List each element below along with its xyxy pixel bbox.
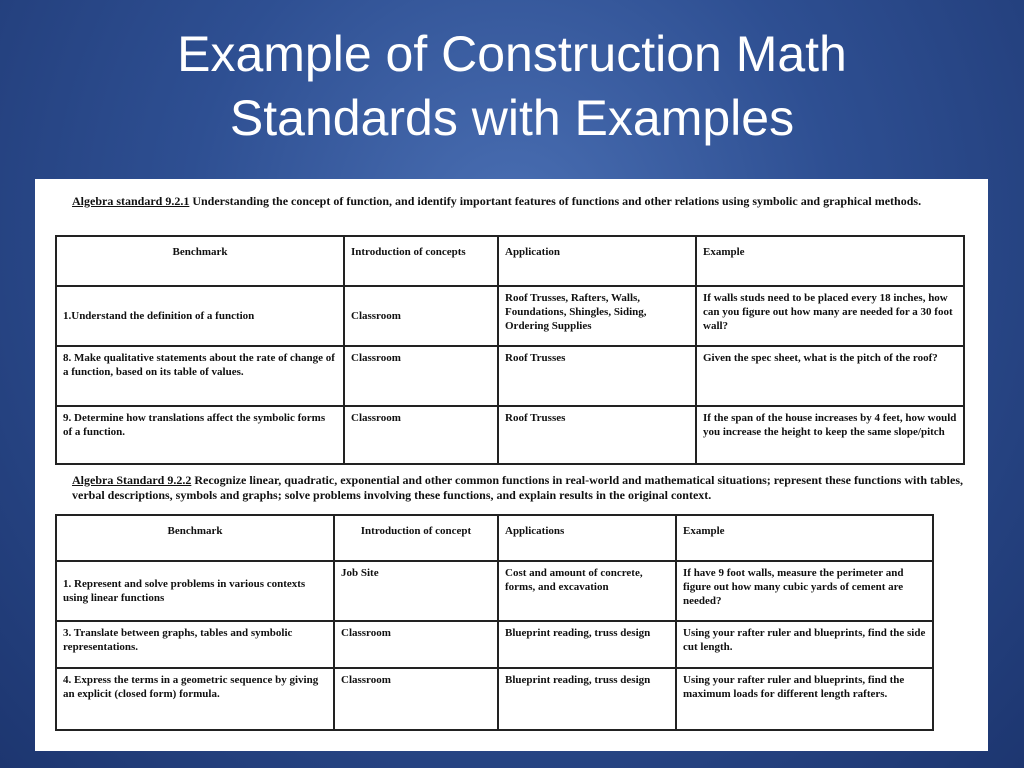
standard-2-text: Recognize linear, quadratic, exponential and other common functions in real-world and mathematical situations; represent these functions with tables, verbal descriptions, symbols and graphs; solve problems involving these functions, and explain results in the original context. [72,473,964,502]
example-cell: Using your rafter ruler and blueprints, find the maximum loads for different length rafters. [676,668,933,730]
column-header-applications: Applications [498,515,676,561]
benchmark-cell: 1. Represent and solve problems in various contexts using linear functions [56,561,334,621]
column-header-example: Example [676,515,933,561]
slide-title-line-1: Example of Construction Math [177,26,847,82]
introduction-cell: Classroom [334,621,498,668]
application-cell: Roof Trusses, Rafters, Walls, Foundations, Shingles, Siding, Ordering Supplies [498,286,696,346]
application-cell: Blueprint reading, truss design [498,668,676,730]
slide-title [0,22,1024,150]
standard-1-text: Understanding the concept of function, and identify important features of functions and other relations using symbolic and graphical methods. [189,194,922,208]
benchmark-cell: 9. Determine how translations affect the symbolic forms of a function. [56,406,344,464]
benchmark-cell: 3. Translate between graphs, tables and symbolic representations. [56,621,334,668]
column-header-benchmark: Benchmark [56,515,334,561]
introduction-cell: Classroom [344,346,498,406]
introduction-cell: Classroom [334,668,498,730]
table-row [56,668,933,730]
introduction-cell: Job Site [334,561,498,621]
benchmark-cell: 4. Express the terms in a geometric sequence by giving an explicit (closed form) formula. [56,668,334,730]
column-header-introduction: Introduction of concepts [344,236,498,286]
example-cell: If walls studs need to be placed every 18 inches, how can you figure out how many are needed for a 30 foot wall? [696,286,964,346]
column-header-example: Example [696,236,964,286]
document-image [35,179,988,751]
standard-2-label: Algebra Standard 9.2.2 [72,473,192,487]
standard-1-description [72,194,952,209]
example-cell: Using your rafter ruler and blueprints, find the side cut length. [676,621,933,668]
standard-1-table [55,235,965,465]
table-row [56,561,933,621]
benchmark-cell: 1.Understand the definition of a function [56,286,344,346]
table-row [56,346,964,406]
application-cell: Roof Trusses [498,346,696,406]
column-header-introduction: Introduction of concept [334,515,498,561]
example-cell: If the span of the house increases by 4 feet, how would you increase the height to keep the same slope/pitch [696,406,964,464]
table-row [56,621,933,668]
application-cell: Roof Trusses [498,406,696,464]
standard-2-table [55,514,934,731]
benchmark-cell: 8. Make qualitative statements about the rate of change of a function, based on its table of values. [56,346,344,406]
standard-1-label: Algebra standard 9.2.1 [72,194,190,208]
table-header-row [56,236,964,286]
table-row [56,406,964,464]
column-header-benchmark: Benchmark [56,236,344,286]
introduction-cell: Classroom [344,286,498,346]
slide-title-line-2: Standards with Examples [229,90,795,146]
standard-2-description [72,473,980,503]
example-cell: Given the spec sheet, what is the pitch of the roof? [696,346,964,406]
application-cell: Blueprint reading, truss design [498,621,676,668]
table-row [56,286,964,346]
column-header-application: Application [498,236,696,286]
introduction-cell: Classroom [344,406,498,464]
table-header-row [56,515,933,561]
application-cell: Cost and amount of concrete, forms, and excavation [498,561,676,621]
example-cell: If have 9 foot walls, measure the perimeter and figure out how many cubic yards of cement are needed? [676,561,933,621]
